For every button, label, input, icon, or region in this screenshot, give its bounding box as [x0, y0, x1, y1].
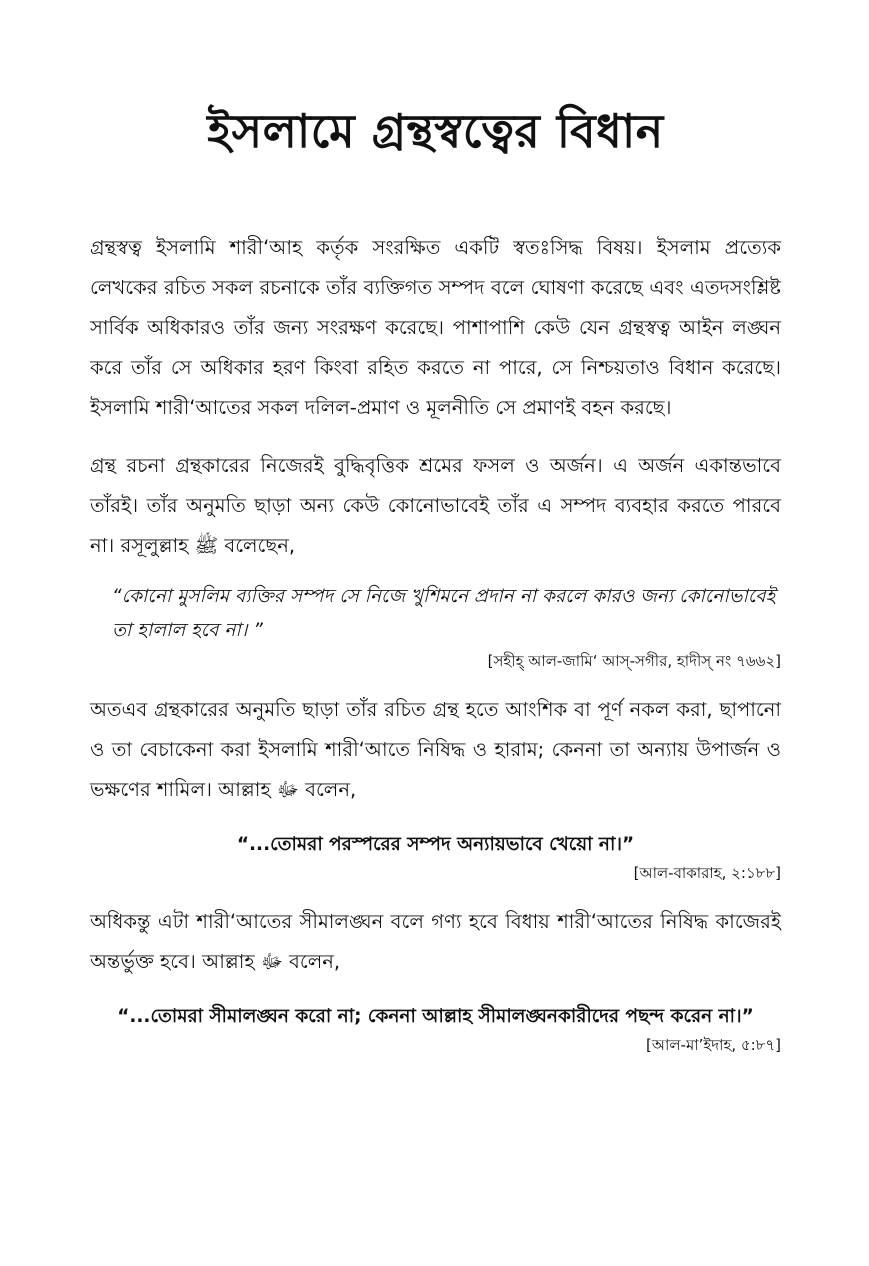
paragraph-1: গ্রন্থস্বত্ব ইসলামি শারী‘আহ কর্তৃক সংরক্ষিত একটি স্বতঃসিদ্ধ বিষয়। ইসলাম প্রত্যেক লেখকের রচিত সকল রচনাকে তাঁর ব্যক্তিগত সম্পদ বলে ঘোষণা করেছে এবং এতদসংশ্লিষ্ট সার্বিক অধিকারও তাঁর জন্য সংরক্ষণ করেছে। পাশাপাশি কেউ যেন গ্রন্থস্বত্ব আইন লঙ্ঘন করে তাঁর সে অধিকার হরণ কিংবা রহিত করতে না পারে, সে নিশ্চয়তাও বিধান করেছে। ইসলামি শারী‘আতের সকল দলিল-প্রমাণ ও মূলনীতি সে প্রমাণই বহন করছে। [90, 236, 781, 419]
spacer [90, 566, 781, 580]
spacer [90, 982, 781, 1000]
quran-reference-1: [আল-বাকারাহ, ২:১৮৮] [633, 864, 781, 882]
quran-quote-1: “...তোমরা পরস্পরের সম্পদ অন্যায়ভাবে খেয়ো না।” [236, 834, 635, 855]
spacer [90, 810, 781, 828]
hadith-quote: “কোনো মুসলিম ব্যক্তির সম্পদ সে নিজে খুশিমনে প্রদান না করলে কারও জন্য কোনোভাবেই তা হালাল হবে না। ” [112, 586, 776, 641]
paragraph-3: অতএব গ্রন্থকারের অনুমতি ছাড়া তাঁর রচিত গ্রন্থ হতে আংশিক বা পূর্ণ নকল করা, ছাপানো ও তা বেচাকেনা করা ইসলামি শারী‘আতে নিষিদ্ধ ও হারাম; কেননা তা অন্যায় উপার্জন ও ভক্ষণের শামিল। আল্লাহ ﷻ বলেন, [90, 698, 781, 801]
spacer [90, 166, 781, 228]
spacer [90, 884, 781, 902]
paragraph-2: গ্রন্থ রচনা গ্রন্থকারের নিজেরই বুদ্ধিবৃত্তিক শ্রমের ফসল ও অর্জন। এ অর্জন একান্তভাবে তাঁরই। তাঁর অনুমতি ছাড়া অন্য কেউ কোনোভাবেই তাঁর এ সম্পদ ব্যবহার করতে পারবে না। রসূলুল্লাহ ﷺ বলেছেন, [90, 454, 781, 557]
page-title: ইসলামে গ্রন্থস্বত্বের বিধান [207, 104, 664, 158]
spacer [90, 672, 781, 690]
paragraph-4: অধিকন্তু এটা শারী‘আতের সীমালঙ্ঘন বলে গণ্য হবে বিধায় শারী‘আতের নিষিদ্ধ কাজেরই অন্তর্ভুক্ত হবে। আল্লাহ ﷻ বলেন, [90, 910, 781, 973]
quran-reference-2: [আল-মা’ইদাহ, ৫:৮৭] [646, 1036, 781, 1054]
quran-quote-2: “...তোমরা সীমালঙ্ঘন করো না; কেননা আল্লাহ সীমালঙ্ঘনকারীদের পছন্দ করেন না।” [117, 1006, 754, 1027]
hadith-reference: [সহীহ্ আল-জামি‘ আস্-সগীর, হাদীস্ নং ৭৬৬২] [487, 652, 781, 670]
spacer [90, 428, 781, 446]
